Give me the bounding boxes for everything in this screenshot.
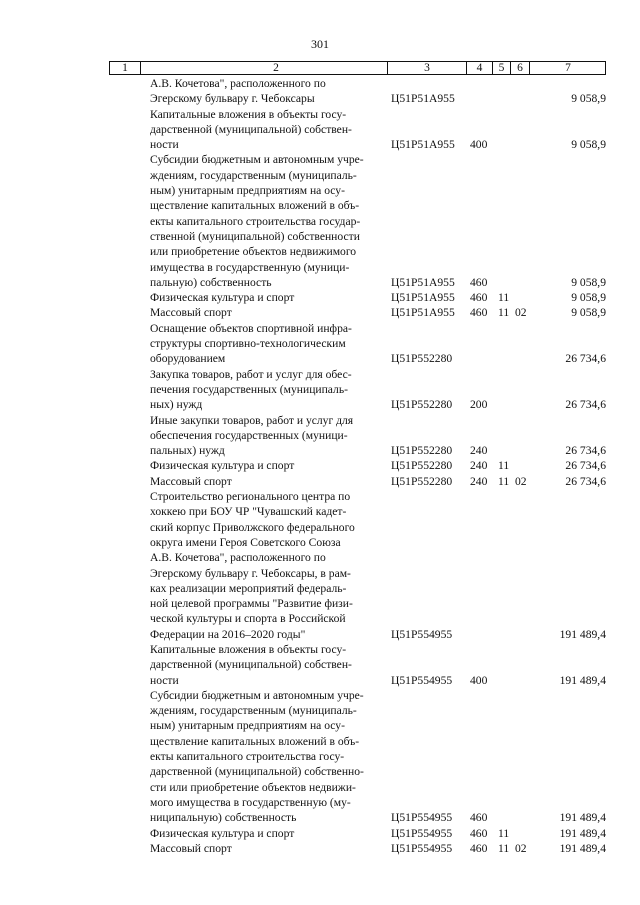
row-amount: 191 489,4	[559, 673, 606, 687]
description-line: Субсидии бюджетным и автономным учре-	[150, 153, 364, 167]
row-description	[150, 841, 383, 856]
header-col-3: 3	[424, 62, 430, 74]
row-expense-type: 460	[470, 291, 488, 305]
header-col-1: 1	[122, 62, 128, 74]
description-line: пальную) собственность	[150, 275, 272, 289]
row-amount: 26 734,6	[565, 398, 606, 412]
description-line: ственной (муниципальной) собственности	[150, 229, 360, 243]
row-code: Ц51Р51А955	[391, 275, 455, 289]
table-row	[0, 152, 640, 290]
row-code: Ц51Р552280	[391, 398, 453, 412]
description-line: ниципальную) собственность	[150, 811, 297, 825]
description-line: А.В. Кочетова", расположенного по	[150, 77, 326, 90]
table-row	[0, 367, 640, 413]
row-description	[150, 367, 383, 413]
description-line: Закупка товаров, работ и услуг для обес-	[150, 367, 352, 381]
row-description	[150, 474, 383, 489]
row-description	[150, 458, 383, 473]
description-line: ждениям, государственным (муниципаль-	[150, 704, 357, 718]
description-line: Физическая культура и спорт	[150, 459, 295, 473]
description-line: дарственной (муниципальной) собствен-	[150, 658, 352, 672]
description-line: ных) нужд	[150, 398, 203, 412]
row-code: Ц51Р51А955	[391, 92, 455, 106]
description-line: оборудованием	[150, 352, 226, 366]
description-line: ский корпус Приволжского федерального	[150, 520, 355, 534]
row-code: Ц51Р552280	[391, 474, 453, 488]
description-line: Физическая культура и спорт	[150, 291, 295, 305]
description-line: мого имущества в государственную (му-	[150, 795, 351, 809]
row-amount: 9 058,9	[571, 275, 606, 289]
table-row	[0, 841, 640, 856]
description-line: Массовый спорт	[150, 474, 232, 488]
row-subsection: 02	[515, 474, 527, 488]
row-description	[150, 642, 383, 688]
description-line: или приобретение объектов недвижимого	[150, 245, 357, 259]
description-line: ным) унитарным предприятиям на осу-	[150, 184, 345, 198]
header-col-6: 6	[517, 62, 523, 74]
row-expense-type: 460	[470, 811, 488, 825]
header-col-4: 4	[476, 62, 483, 74]
description-line: имущества в государственную (муници-	[150, 260, 350, 274]
description-line: пальных) нужд	[150, 444, 225, 458]
description-line: Иные закупки товаров, работ и услуг для	[150, 413, 354, 427]
row-amount: 9 058,9	[571, 138, 606, 152]
row-description	[150, 290, 383, 305]
row-section: 11	[498, 306, 510, 320]
description-line: Капитальные вложения в объекты госу-	[150, 107, 347, 121]
description-line: Физическая культура и спорт	[150, 826, 295, 840]
row-code: Ц51Р554955	[391, 841, 453, 855]
description-line: А.В. Кочетова", расположенного по	[150, 551, 326, 565]
row-section: 11	[498, 459, 510, 473]
description-line: ной целевой программы "Развитие физи-	[150, 597, 353, 611]
row-subsection: 02	[515, 306, 527, 320]
row-section: 11	[498, 474, 510, 488]
table-body	[0, 76, 640, 856]
table-row	[0, 290, 640, 305]
row-amount: 9 058,9	[571, 92, 606, 106]
header-col-7: 7	[565, 62, 571, 74]
description-line: Субсидии бюджетным и автономным учре-	[150, 688, 364, 702]
description-line: Эгерскому бульвару г. Чебоксары, в рам-	[150, 566, 351, 580]
description-line: хоккею при БОУ ЧР "Чувашский кадет-	[150, 505, 347, 519]
description-line: ности	[150, 138, 179, 152]
row-amount: 9 058,9	[571, 291, 606, 305]
row-code: Ц51Р554955	[391, 627, 453, 641]
row-code: Ц51Р554955	[391, 811, 453, 825]
description-line: Оснащение объектов спортивной инфра-	[150, 321, 352, 335]
description-line: ществление капитальных вложений в объ-	[150, 734, 360, 748]
description-line: ждениям, государственным (муниципаль-	[150, 168, 357, 182]
row-amount: 191 489,4	[559, 826, 606, 840]
row-subsection: 02	[515, 841, 527, 855]
row-amount: 26 734,6	[565, 352, 606, 366]
row-description	[150, 688, 383, 826]
description-line: Массовый спорт	[150, 841, 232, 855]
description-line: ческой культуры и спорта в Российской	[150, 612, 346, 626]
row-expense-type: 200	[470, 398, 488, 412]
row-description	[150, 152, 383, 290]
row-expense-type: 460	[470, 275, 488, 289]
description-line: Строительство регионального центра по	[150, 490, 351, 504]
description-line: дарственной (муниципальной) собственно-	[150, 765, 364, 779]
row-description	[150, 305, 383, 320]
row-amount: 191 489,4	[559, 811, 606, 825]
table-row	[0, 76, 640, 107]
table-row	[0, 321, 640, 367]
row-amount: 191 489,4	[559, 841, 606, 855]
row-description	[150, 107, 383, 153]
row-code: Ц51Р554955	[391, 673, 453, 687]
row-code: Ц51Р554955	[391, 826, 453, 840]
description-line: Федерации на 2016–2020 годы"	[150, 627, 306, 641]
row-amount: 26 734,6	[565, 474, 606, 488]
row-amount: 9 058,9	[571, 306, 606, 320]
table-row	[0, 458, 640, 473]
table-header	[109, 61, 606, 75]
row-code: Ц51Р552280	[391, 459, 453, 473]
description-line: екты капитального строительства государ-	[150, 214, 361, 228]
description-line: ности	[150, 673, 179, 687]
row-amount: 26 734,6	[565, 444, 606, 458]
row-code: Ц51Р552280	[391, 444, 453, 458]
row-description	[150, 413, 383, 459]
row-description	[150, 321, 383, 367]
row-expense-type: 460	[470, 841, 488, 855]
description-line: Эгерскому бульвару г. Чебоксары	[150, 92, 315, 106]
row-code: Ц51Р51А955	[391, 138, 455, 152]
description-line: Массовый спорт	[150, 306, 232, 320]
page-number: 301	[311, 37, 329, 51]
row-expense-type: 400	[470, 138, 488, 152]
description-line: обеспечения государственных (муници-	[150, 428, 348, 442]
row-expense-type: 240	[470, 444, 488, 458]
row-expense-type: 240	[470, 459, 488, 473]
row-section: 11	[498, 826, 510, 840]
row-description	[150, 826, 383, 841]
description-line: ществление капитальных вложений в объ-	[150, 199, 360, 213]
row-amount: 26 734,6	[565, 459, 606, 473]
table-row	[0, 826, 640, 841]
table-row	[0, 107, 640, 153]
row-code: Ц51Р552280	[391, 352, 453, 366]
row-expense-type: 460	[470, 306, 488, 320]
description-line: ным) унитарным предприятиям на осу-	[150, 719, 345, 733]
row-expense-type: 240	[470, 474, 488, 488]
description-line: екты капитального строительства госу-	[150, 750, 345, 764]
row-description	[150, 76, 383, 107]
description-line: округа имени Героя Советского Союза	[150, 535, 341, 549]
table-row	[0, 642, 640, 688]
description-line: сти или приобретение объектов недвижи-	[150, 780, 356, 794]
table-row	[0, 489, 640, 642]
row-amount: 191 489,4	[559, 627, 606, 641]
row-code: Ц51Р51А955	[391, 306, 455, 320]
row-expense-type: 400	[470, 673, 488, 687]
description-line: дарственной (муниципальной) собствен-	[150, 122, 352, 136]
row-code: Ц51Р51А955	[391, 291, 455, 305]
row-description	[150, 489, 383, 642]
row-section: 11	[498, 291, 510, 305]
description-line: печения государственных (муниципаль-	[150, 382, 348, 396]
row-expense-type: 460	[470, 826, 488, 840]
table-row	[0, 413, 640, 459]
description-line: структуры спортивно-технологическим	[150, 337, 346, 351]
table-row	[0, 474, 640, 489]
description-line: Капитальные вложения в объекты госу-	[150, 642, 347, 656]
header-col-5: 5	[498, 62, 505, 74]
table-row	[0, 688, 640, 826]
row-section: 11	[498, 841, 510, 855]
table-row	[0, 305, 640, 320]
description-line: ках реализации мероприятий федераль-	[150, 581, 347, 595]
header-col-2: 2	[273, 62, 279, 74]
